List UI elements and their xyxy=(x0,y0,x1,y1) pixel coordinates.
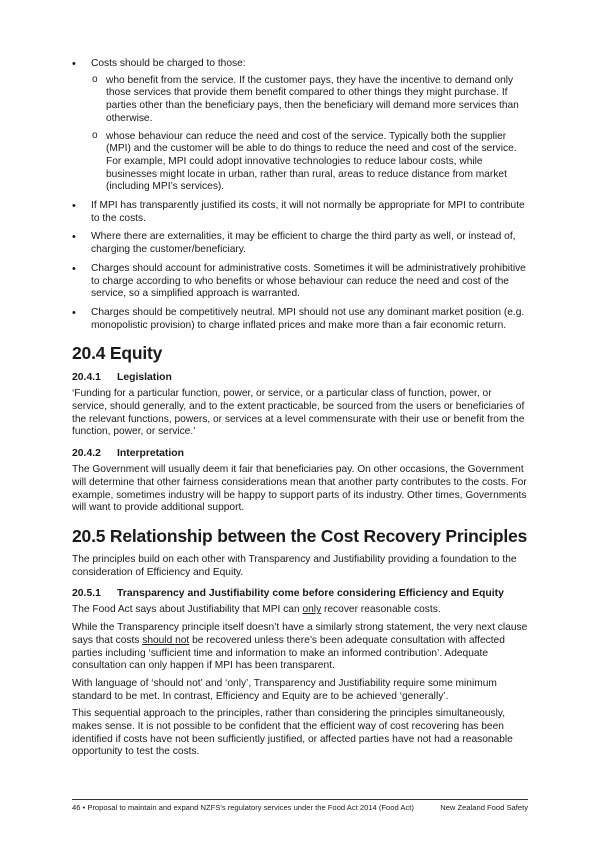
list-item: • Charges should be competitively neutral. MPI should not use any dominant market position (e.g. monopolistic provision) to charge inflated prices and make more than a fair economic return. xyxy=(72,307,528,332)
underlined-text: should not xyxy=(142,634,190,646)
bullet-list xyxy=(72,58,528,332)
sub-bullet-list xyxy=(91,75,528,194)
subsection-number: 20.5.1 xyxy=(72,588,101,600)
paragraph-interpretation: The Government will usually deem it fair that beneficiaries pay. On other occasions, the Government will determine that other fairness considerations mean that another party contributes to the costs. For example, sometimes industry will be happy to support parts of its industry. Other times, Governments will want to provide additional support. xyxy=(72,464,527,514)
footer-left-text: 46 • Proposal to maintain and expand NZFS’s regulatory services under the Food Act 2014 (Food Act) xyxy=(72,803,414,812)
paragraph-language: With language of ‘should not’ and ‘only’, Transparency and Justifiability require some minimum standard to be met. In contrast, Efficiency and Equity are to be achieved ‘generally’. xyxy=(72,677,497,702)
section-heading-equity: 20.4 Equity xyxy=(72,343,163,364)
subsection-heading-transparency xyxy=(72,587,528,600)
subsection-heading-legislation xyxy=(72,371,528,384)
section-heading-relationship: 20.5 Relationship between the Cost Recovery Principles xyxy=(72,525,528,546)
sub-list-item: o whose behaviour can reduce the need and cost of the service. Typically both the supplier (MPI) and the customer will be able to do things to reduce the need and cost of the service. For example, MPI could adopt innovative technologies to reduce labour costs, while businesses might locate in urban, rather than rural, areas to reduce distance from market (including MPI’s services). xyxy=(91,131,528,195)
subsection-number: 20.4.2 xyxy=(72,448,101,460)
subsection-title: Legislation xyxy=(117,372,172,384)
bullet-text: Costs should be charged to those: xyxy=(91,58,246,69)
subsection-title: Transparency and Justifiability come before considering Efficiency and Equity xyxy=(117,588,504,600)
subsection-number: 20.4.1 xyxy=(72,372,101,384)
page-footer xyxy=(72,799,528,812)
subsection-heading-interpretation xyxy=(72,447,528,460)
paragraph-sequential: This sequential approach to the principles, rather than considering the principles simultaneously, makes sense. It is not possible to be confident that the efficient way of cost recovering has been identified if costs have not been sufficiently justified, or affected parties have not had a reasonable opportunity to test the costs. xyxy=(72,708,513,758)
paragraph-legislation: ‘Funding for a particular function, power, or service, or a particular class of function, power, or service, should generally, and to the extent practicable, be sourced from the users or beneficiaries of the relevant functions, powers, or services at a level commensurate with their use or benefit from the function, power, or service.’ xyxy=(72,388,525,438)
footer-right-text: New Zealand Food Safety xyxy=(440,803,528,812)
sub-list-item: o who benefit from the service. If the customer pays, they have the incentive to demand only those services that provide them benefit compared to other things they might purchase. If parties other than the beneficiary pays, then the beneficiary will demand more services than otherwise. xyxy=(91,75,528,126)
underlined-text: only xyxy=(302,604,322,616)
paragraph-justifiability: The Food Act says about Justifiability that MPI can only recover reasonable costs. xyxy=(72,604,441,616)
list-item: • Charges should account for administrative costs. Sometimes it will be administratively prohibitive to charge according to who benefits or whose behaviour can reduce the need and cost of the service, so a simplified approach is warranted. xyxy=(72,263,528,301)
list-item: • If MPI has transparently justified its costs, it will not normally be appropriate for MPI to contribute to the costs. xyxy=(72,200,528,225)
paragraph-relationship-intro: The principles build on each other with Transparency and Justifiability providing a foundation to the consideration of Efficiency and Equity. xyxy=(72,553,517,578)
page-content xyxy=(72,58,528,764)
list-item xyxy=(72,58,528,194)
paragraph-transparency: While the Transparency principle itself doesn’t have a similarly strong statement, the very next clause says that costs should not be recovered unless there’s been adequate consultation with affected parties including ‘sufficient time and information to make an informed contribution’. Adequate consultation can only happen if MPI has been transparent. xyxy=(72,622,528,672)
list-item: • Where there are externalities, it may be efficient to charge the third party as well, or instead of, charging the customer/beneficiary. xyxy=(72,231,528,256)
subsection-title: Interpretation xyxy=(117,448,184,460)
